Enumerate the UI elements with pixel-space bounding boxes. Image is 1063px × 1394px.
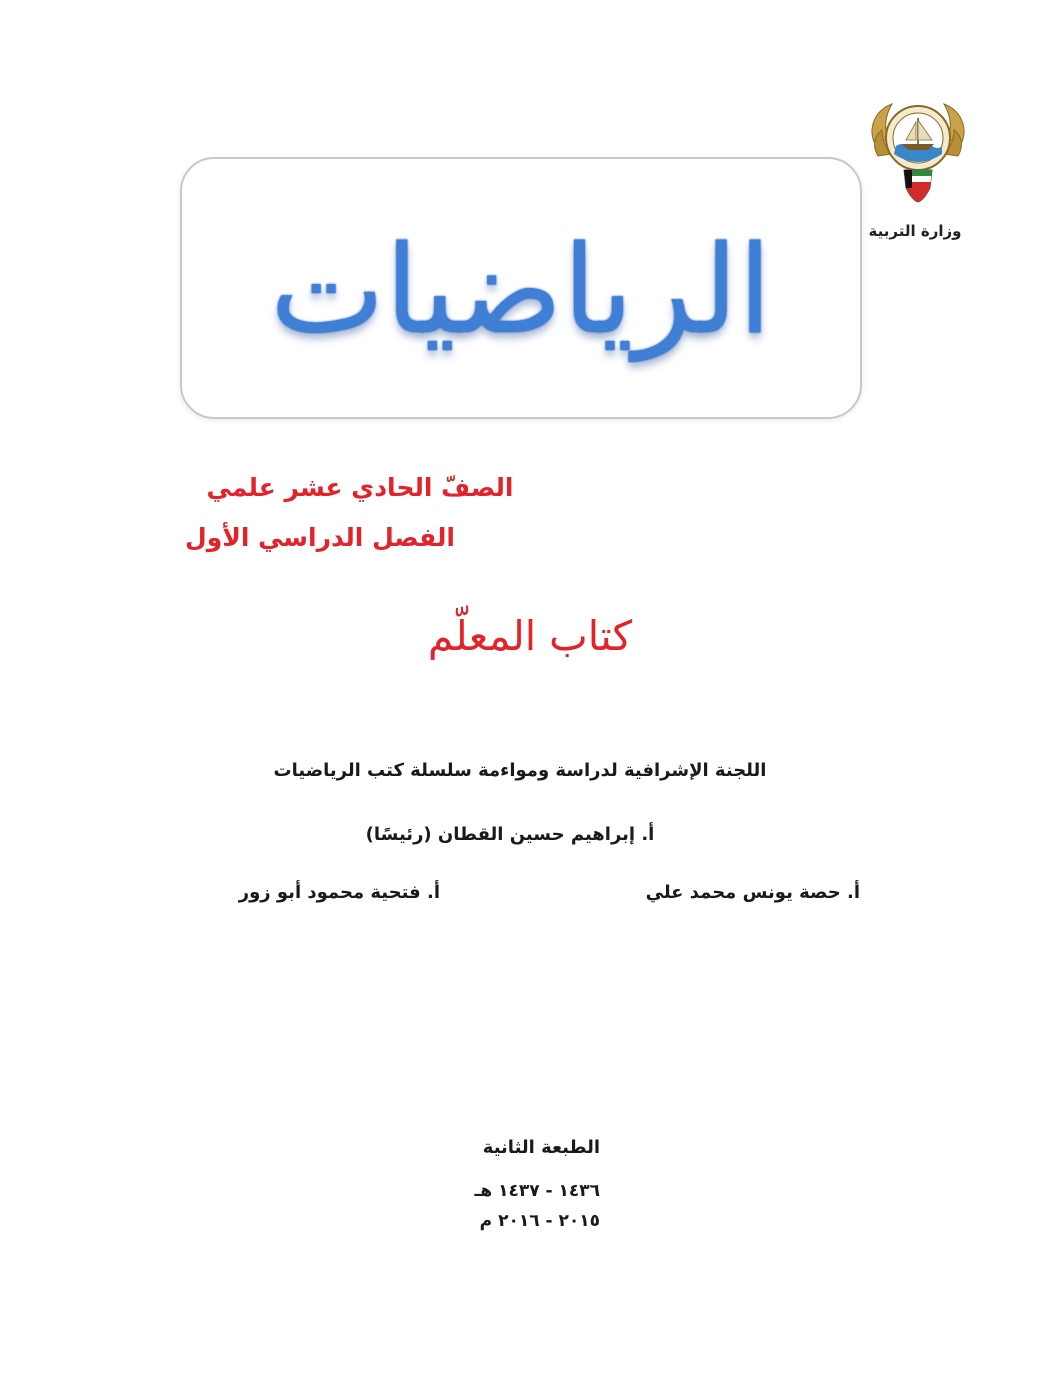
edition-hijri-years: ١٤٣٦ - ١٤٣٧ هـ [474,1181,600,1201]
committee-heading: اللجنة الإشرافية لدراسة ومواءمة سلسلة كتب الرياضيات [273,760,767,781]
committee-member: أ. فتحية محمود أبو زور [238,882,440,903]
book-type-label: كتاب المعلّم [427,612,633,660]
edition-label: الطبعة الثانية [482,1137,600,1158]
kuwait-state-emblem-icon [866,96,970,208]
edition-gregorian-years: ٢٠١٥ - ٢٠١٦ م [479,1211,600,1231]
semester-label: الفصل الدراسي الأول [185,523,455,552]
committee-chair: أ. إبراهيم حسين القطان (رئيسًا) [365,824,655,845]
committee-member: أ. حصة يونس محمد علي [645,882,860,903]
book-title: الرياضيات [270,219,772,361]
ministry-name: وزارة التربية [868,222,962,240]
grade-label: الصفّ الحادي عشر علمي [206,473,514,502]
